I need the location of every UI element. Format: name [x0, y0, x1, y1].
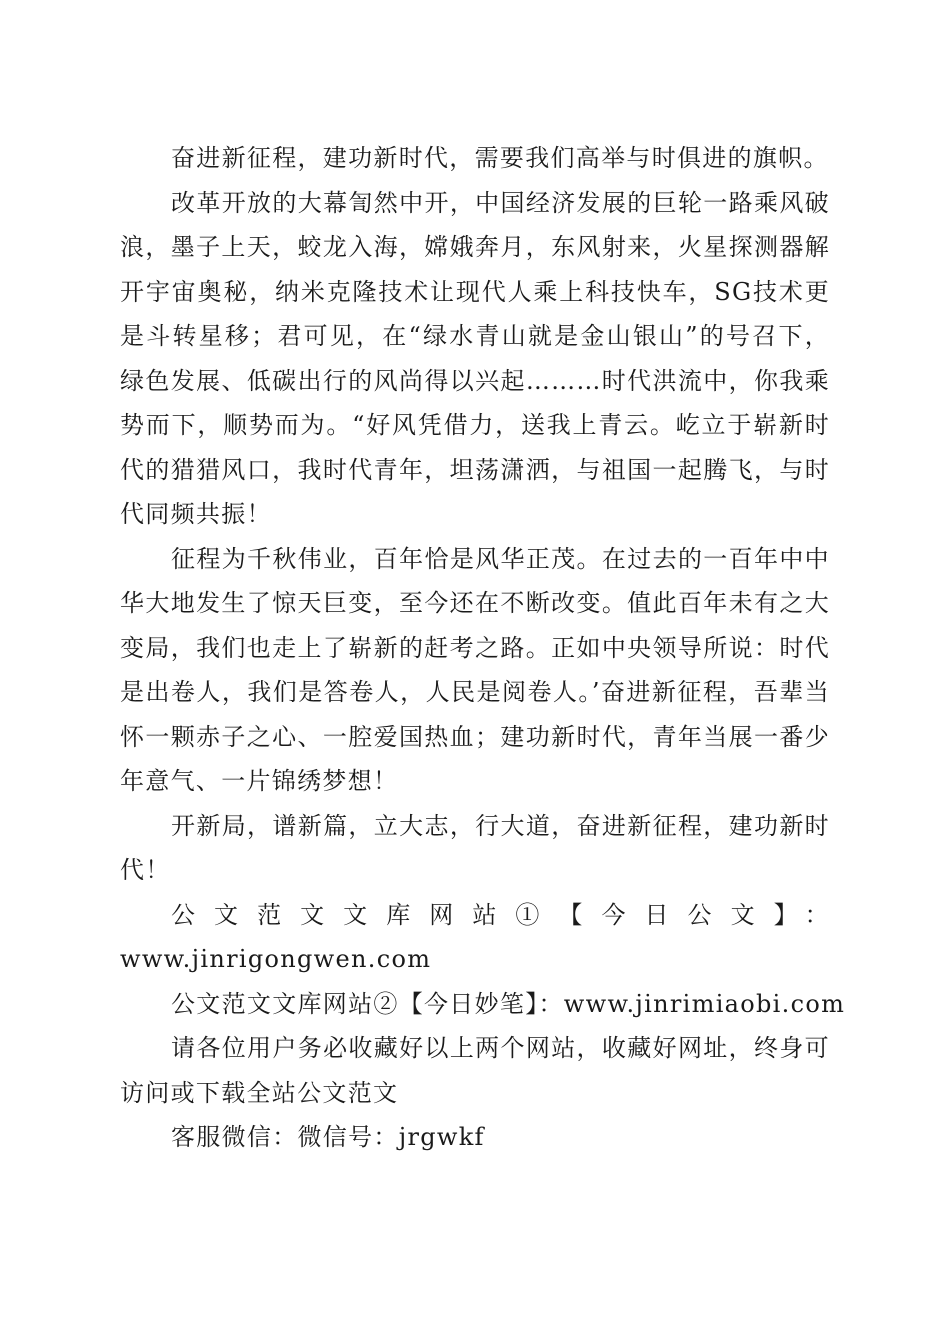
- site1-url: www.jinrigongwen.com: [120, 945, 432, 973]
- notice-paragraph: 请各位用户务必收藏好以上两个网站，收藏好网址，终身可访问或下载全站公文范文: [120, 1034, 830, 1107]
- paragraph-1: 奋进新征程，建功新时代，需要我们高举与时俱进的旗帜。: [171, 144, 829, 172]
- document-body: [120, 136, 846, 1160]
- paragraph-2: 改革开放的大幕訇然中开，中国经济发展的巨轮一路乘风破浪，墨子上天，蛟龙入海，嫦娥奔月，东风射来，火星探测器解开宇宙奥秘，纳米克隆技术让现代人乘上科技快车，SG技术更是斗转星移；君可见，在“绿水青山就是金山银山”的号召下，绿色发展、低碳出行的风尚得以兴起………时代洪流中，你我乘势而下，顺势而为。“好风凭借力，送我上青云。屹立于崭新时代的猎猎风口，我时代青年，坦荡潇洒，与祖国一起腾飞，与时代同频共振！: [120, 188, 830, 528]
- paragraph-4: 开新局，谱新篇，立大志，行大道，奋进新征程，建功新时代！: [120, 811, 830, 884]
- site2-line: 公文范文文库网站②【今日妙笔】：www.jinrimiaobi.com: [171, 989, 846, 1018]
- paragraph-3: 征程为千秋伟业，百年恰是风华正茂。在过去的一百年中中华大地发生了惊天巨变，至今还在不断改变。值此百年未有之大变局，我们也走上了崭新的赶考之路。正如中央领导所说：时代是出卷人，我们是答卷人，人民是阅卷人。’奋进新征程，吾辈当怀一颗赤子之心、一腔爱国热血；建功新时代，青年当展一番少年意气、一片锦绣梦想！: [120, 544, 830, 795]
- wechat-contact: 客服微信：微信号：jrgwkf: [171, 1123, 485, 1151]
- site1-label: 公文范文文库网站①【今日公文】：: [171, 900, 830, 929]
